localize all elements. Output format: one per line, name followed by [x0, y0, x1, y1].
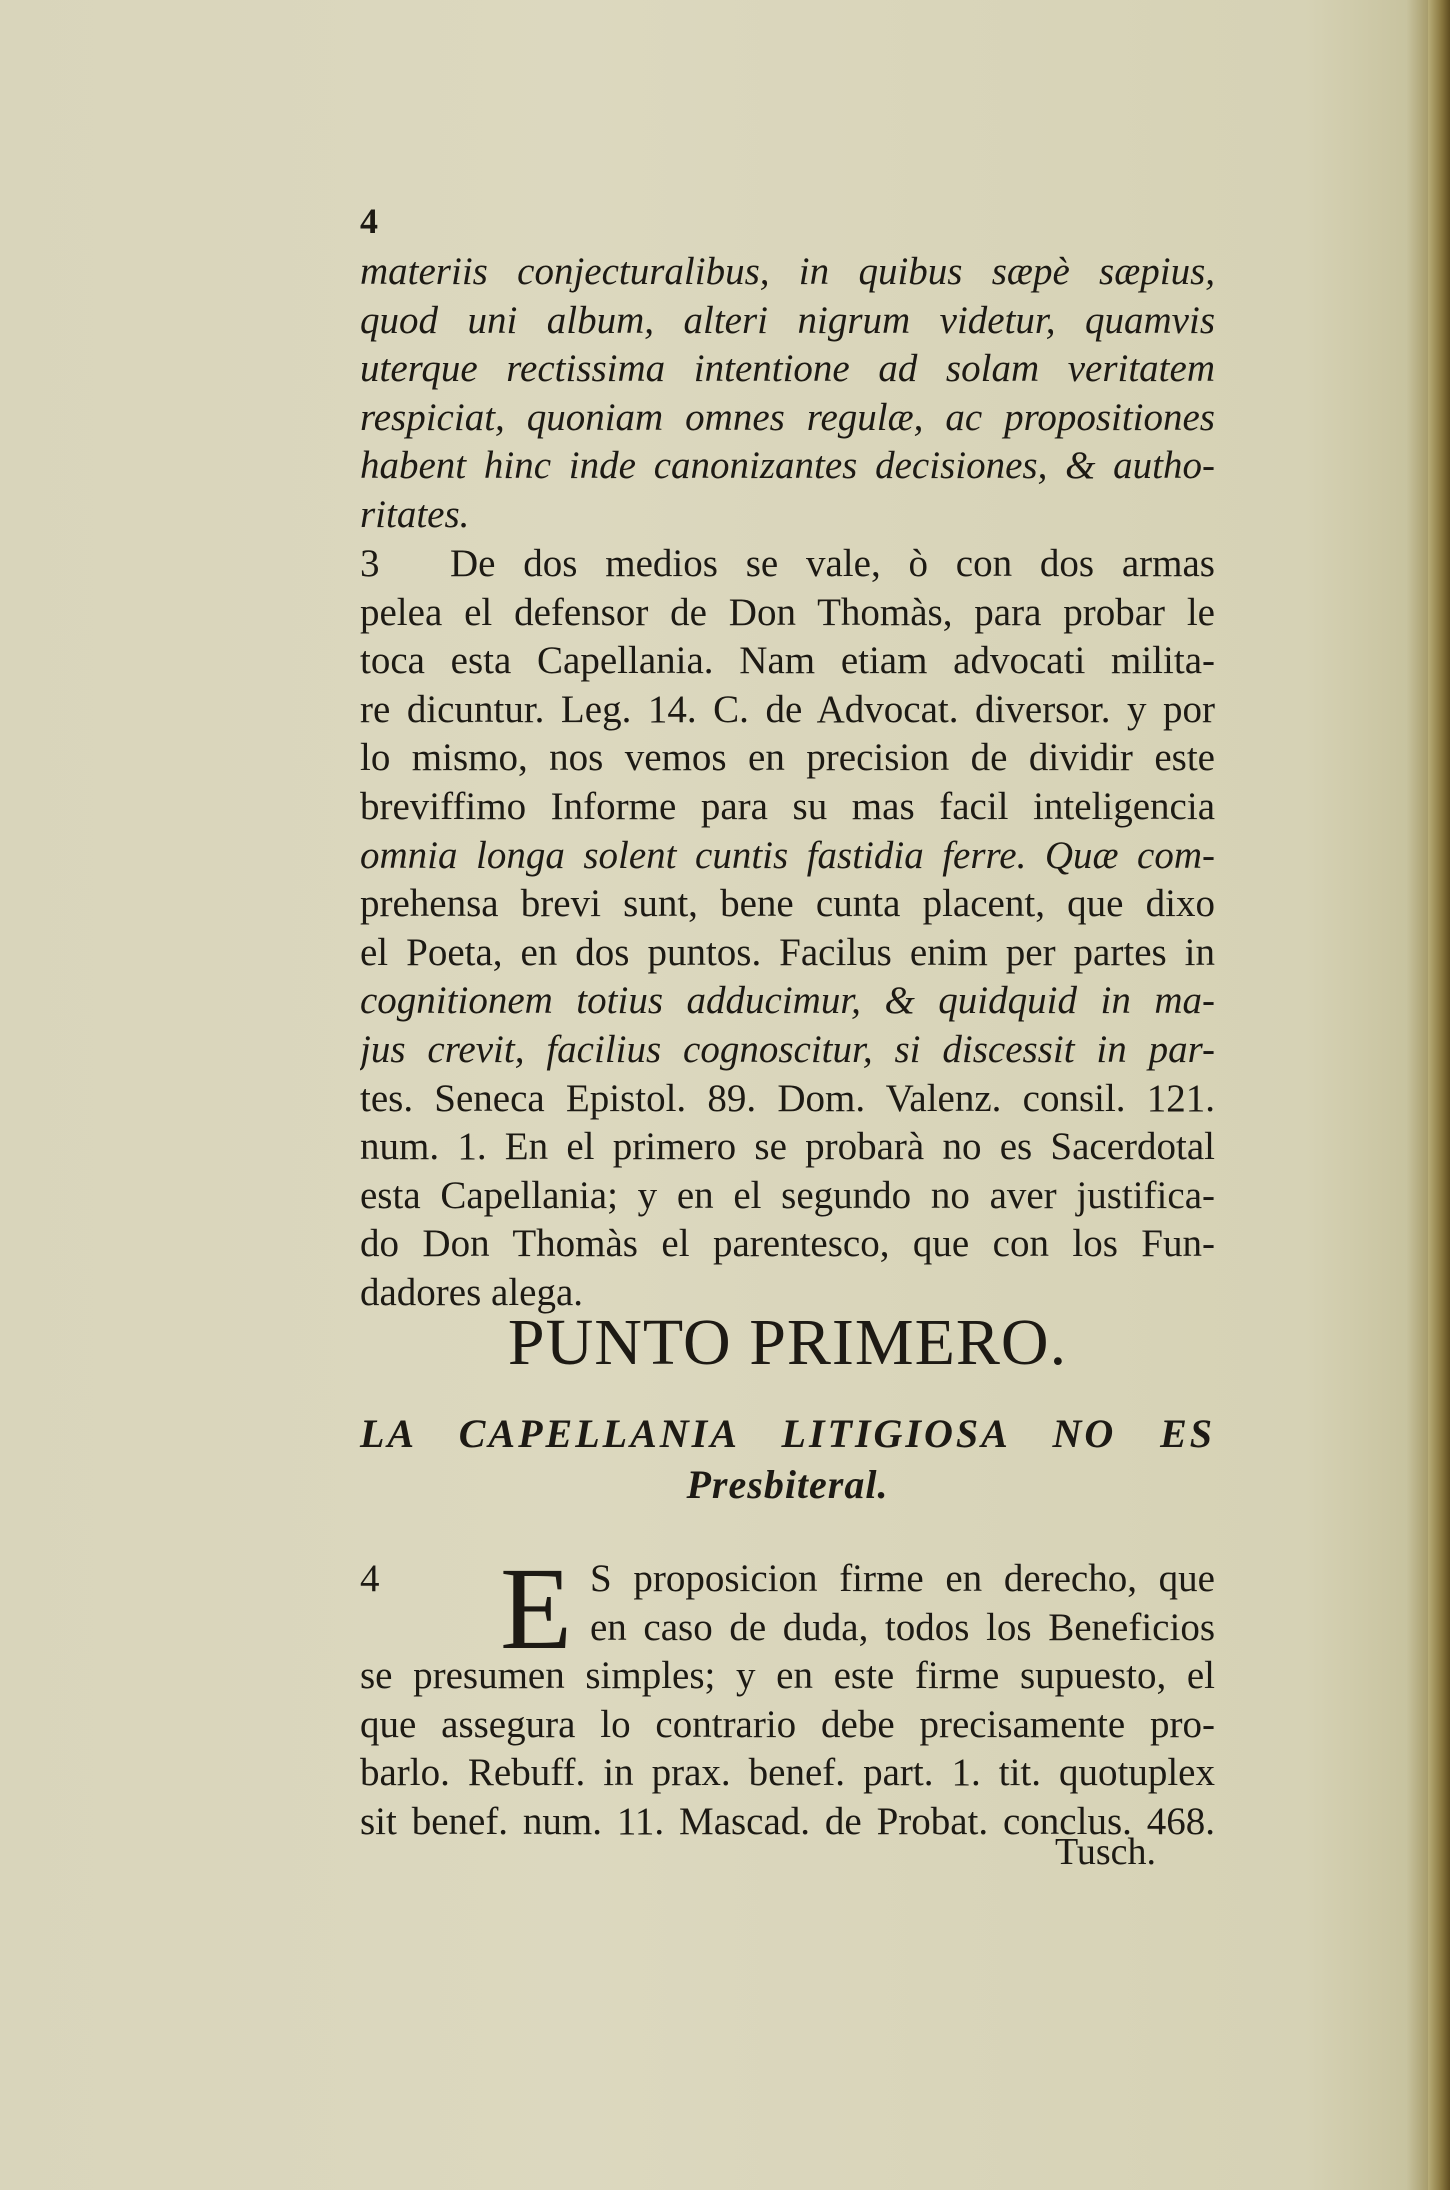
subheading-line-2: Presbiteral. [686, 1462, 889, 1507]
text-line: breviffimo Informe para su mas facil inteligencia [360, 784, 1215, 828]
text-line: pelea el defensor de Don Thomàs, para probar le [360, 590, 1215, 634]
text-line: quod uni album, alteri nigrum videtur, quamvis [360, 298, 1215, 342]
text-line: respiciat, quoniam omnes regulæ, ac propositiones [360, 395, 1215, 439]
text-line: habent hinc inde canonizantes decisiones, & autho- [360, 444, 1215, 488]
text-line: el Poeta, en dos puntos. Facilus enim per partes in [360, 930, 1215, 974]
text-line: uterque rectissima intentione ad solam veritatem [360, 347, 1215, 391]
paragraph-number: 3 [360, 542, 380, 585]
text-line: en caso de duda, todos los Beneficios [590, 1605, 1215, 1649]
text-line: omnia longa solent cuntis fastidia ferre. Quæ com- [360, 833, 1215, 877]
paragraph-4 [360, 1543, 1215, 1847]
text-line: sit benef. num. 11. Mascad. de Probat. conclus. 468. [360, 1799, 1215, 1843]
latin-quote-block [360, 248, 1215, 540]
text-line: que assegura lo contrario debe precisamente pro- [360, 1702, 1215, 1746]
paragraph-number: 4 [360, 1557, 380, 1600]
text-line: esta Capellania; y en el segundo no aver justifica- [360, 1173, 1215, 1217]
text-line: toca esta Capellania. Nam etiam advocati milita- [360, 639, 1215, 683]
text-line: ritates. [360, 492, 470, 536]
section-heading: PUNTO PRIMERO. [507, 1306, 1068, 1379]
text-line: tes. Seneca Epistol. 89. Dom. Valenz. consil. 121. [360, 1076, 1215, 1120]
text-line: prehensa brevi sunt, bene cunta placent, que dixo [360, 882, 1215, 926]
text-line: num. 1. En el primero se probarà no es Sacerdotal [360, 1125, 1215, 1169]
page-number: 4 [360, 201, 378, 241]
text-line: materiis conjecturalibus, in quibus sæpè sæpius, [360, 250, 1215, 293]
text-line: cognitionem totius adducimur, & quidquid in ma- [360, 979, 1215, 1023]
section-subheading [360, 1410, 1215, 1508]
text-line: 3 De dos medios se vale, ò con dos armas [360, 540, 1215, 589]
text-line: dadores alega. [360, 1270, 584, 1314]
text-line: se presumen simples; y en este firme supuesto, el [360, 1654, 1215, 1698]
text-line: barlo. Rebuff. in prax. benef. part. 1. tit. quotuplex [360, 1751, 1215, 1795]
catchword: Tusch. [1055, 1831, 1157, 1873]
text-line: do Don Thomàs el parentesco, que con los Fun- [360, 1222, 1215, 1266]
paragraph-3 [360, 540, 1215, 1318]
book-spine [1428, 0, 1450, 2190]
text-line: 4 S proposicion firme en derecho, que [360, 1555, 1215, 1604]
drop-cap: E [500, 1543, 573, 1674]
subheading-line-1: LA CAPELLANIA LITIGIOSA NO ES [360, 1411, 1215, 1456]
text-line: lo mismo, nos vemos en precision de dividir este [360, 736, 1215, 780]
text-line: re dicuntur. Leg. 14. C. de Advocat. diversor. y por [360, 687, 1215, 731]
text-line: jus crevit, facilius cognoscitur, si discessit in par- [360, 1027, 1215, 1071]
